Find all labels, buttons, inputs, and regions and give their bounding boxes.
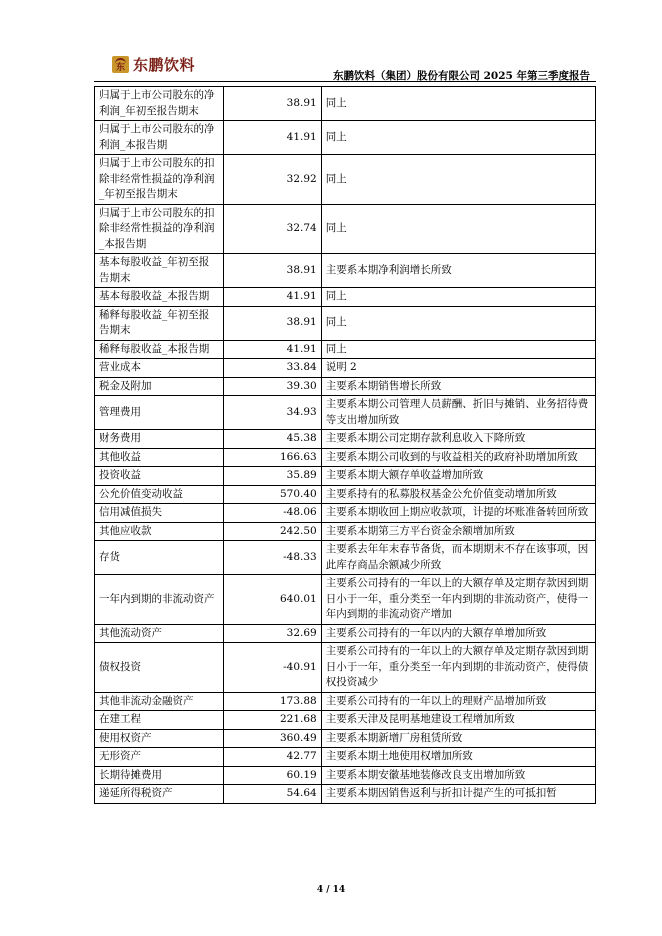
row-reason: 主要系本期公司收到的与收益相关的政府补助增加所致 bbox=[321, 448, 595, 467]
row-reason: 同上 bbox=[321, 87, 595, 121]
row-change-percent: 173.88 bbox=[223, 692, 321, 711]
row-item-name: 无形资产 bbox=[95, 748, 224, 767]
row-item-name: 稀释每股收益_年初至报告期末 bbox=[95, 306, 224, 340]
page-header bbox=[94, 44, 596, 84]
table-row bbox=[95, 467, 596, 486]
table-row bbox=[95, 359, 596, 378]
row-reason: 主要系公司持有的一年以内的大额存单增加所致 bbox=[321, 624, 595, 643]
table-row bbox=[95, 504, 596, 523]
row-change-percent: 41.91 bbox=[223, 340, 321, 359]
table-row bbox=[95, 87, 596, 121]
row-item-name: 其他非流动金融资产 bbox=[95, 692, 224, 711]
row-reason: 同上 bbox=[321, 306, 595, 340]
row-change-percent: 34.93 bbox=[223, 396, 321, 430]
table-row bbox=[95, 430, 596, 449]
company-logo bbox=[112, 54, 195, 74]
row-item-name: 基本每股收益_年初至报告期末 bbox=[95, 254, 224, 288]
row-change-percent: 41.91 bbox=[223, 288, 321, 307]
table-row bbox=[95, 485, 596, 504]
row-reason: 主要系本期公司定期存款利息收入下降所致 bbox=[321, 430, 595, 449]
table-row bbox=[95, 448, 596, 467]
header-divider bbox=[94, 81, 596, 82]
row-item-name: 长期待摊费用 bbox=[95, 766, 224, 785]
table-row bbox=[95, 306, 596, 340]
table-body bbox=[95, 87, 596, 804]
row-change-percent: 32.74 bbox=[223, 204, 321, 254]
row-change-percent: 32.69 bbox=[223, 624, 321, 643]
table-row bbox=[95, 766, 596, 785]
row-item-name: 其他应收款 bbox=[95, 522, 224, 541]
row-reason: 主要系公司持有的一年以上的大额存单及定期存款因到期日小于一年，重分类至一年内到期的非流动资产，使得债权投资减少 bbox=[321, 643, 595, 693]
table-row bbox=[95, 692, 596, 711]
row-change-percent: 45.38 bbox=[223, 430, 321, 449]
row-reason: 同上 bbox=[321, 121, 595, 155]
report-title: 东鹏饮料（集团）股份有限公司 2025 年第三季度报告 bbox=[332, 70, 590, 82]
row-reason: 说明 2 bbox=[321, 359, 595, 378]
row-change-percent: -48.33 bbox=[223, 541, 321, 575]
row-change-percent: 32.92 bbox=[223, 155, 321, 205]
table-row bbox=[95, 340, 596, 359]
table-row bbox=[95, 377, 596, 396]
row-change-percent: -48.06 bbox=[223, 504, 321, 523]
row-item-name: 存货 bbox=[95, 541, 224, 575]
row-item-name: 其他收益 bbox=[95, 448, 224, 467]
row-change-percent: 38.91 bbox=[223, 254, 321, 288]
row-reason: 主要系本期公司管理人员薪酬、折旧与摊销、业务招待费等支出增加所致 bbox=[321, 396, 595, 430]
row-change-percent: -40.91 bbox=[223, 643, 321, 693]
table-row bbox=[95, 748, 596, 767]
row-change-percent: 42.77 bbox=[223, 748, 321, 767]
row-reason: 主要系本期大额存单收益增加所致 bbox=[321, 467, 595, 486]
table-row bbox=[95, 729, 596, 748]
row-reason: 主要系公司持有的一年以上的大额存单及定期存款因到期日小于一年，重分类至一年内到期的非流动资产，使得一年内到期的非流动资产增加 bbox=[321, 575, 595, 625]
row-change-percent: 54.64 bbox=[223, 785, 321, 804]
row-change-percent: 360.49 bbox=[223, 729, 321, 748]
table-row bbox=[95, 396, 596, 430]
table-row bbox=[95, 288, 596, 307]
row-change-percent: 166.63 bbox=[223, 448, 321, 467]
row-item-name: 递延所得税资产 bbox=[95, 785, 224, 804]
page-number: 4 / 14 bbox=[316, 885, 346, 895]
row-change-percent: 39.30 bbox=[223, 377, 321, 396]
logo-mark-char: 东 bbox=[115, 62, 125, 73]
row-reason: 主要系持有的私募股权基金公允价值变动增加所致 bbox=[321, 485, 595, 504]
row-change-percent: 570.40 bbox=[223, 485, 321, 504]
row-item-name: 其他流动资产 bbox=[95, 624, 224, 643]
table-row bbox=[95, 522, 596, 541]
row-reason: 主要系本期新增厂房租赁所致 bbox=[321, 729, 595, 748]
row-item-name: 营业成本 bbox=[95, 359, 224, 378]
row-item-name: 税金及附加 bbox=[95, 377, 224, 396]
row-item-name: 归属于上市公司股东的扣除非经常性损益的净利润_本报告期 bbox=[95, 204, 224, 254]
row-item-name: 债权投资 bbox=[95, 643, 224, 693]
row-item-name: 投资收益 bbox=[95, 467, 224, 486]
row-reason: 主要系本期因销售返利与折扣计提产生的可抵扣暂 bbox=[321, 785, 595, 804]
row-reason: 主要系公司持有的一年以上的理财产品增加所致 bbox=[321, 692, 595, 711]
row-change-percent: 221.68 bbox=[223, 711, 321, 730]
table-row bbox=[95, 254, 596, 288]
table-row bbox=[95, 204, 596, 254]
row-reason: 主要系去年年末春节备货，而本期期末不存在该事项，因此库存商品余额减少所致 bbox=[321, 541, 595, 575]
row-item-name: 稀释每股收益_本报告期 bbox=[95, 340, 224, 359]
row-item-name: 归属于上市公司股东的扣除非经常性损益的净利润_年初至报告期末 bbox=[95, 155, 224, 205]
table-row bbox=[95, 643, 596, 693]
table-row bbox=[95, 711, 596, 730]
change-explanation-table bbox=[94, 86, 596, 804]
table-row bbox=[95, 155, 596, 205]
table-row bbox=[95, 575, 596, 625]
row-item-name: 信用减值损失 bbox=[95, 504, 224, 523]
row-change-percent: 242.50 bbox=[223, 522, 321, 541]
row-change-percent: 41.91 bbox=[223, 121, 321, 155]
row-reason: 主要系本期净利润增长所致 bbox=[321, 254, 595, 288]
table-row bbox=[95, 624, 596, 643]
crown-icon bbox=[112, 56, 129, 73]
row-reason: 同上 bbox=[321, 288, 595, 307]
row-reason: 主要系本期第三方平台资金余额增加所致 bbox=[321, 522, 595, 541]
row-item-name: 一年内到期的非流动资产 bbox=[95, 575, 224, 625]
row-change-percent: 38.91 bbox=[223, 87, 321, 121]
row-reason: 主要系天津及昆明基地建设工程增加所致 bbox=[321, 711, 595, 730]
table-row bbox=[95, 785, 596, 804]
row-change-percent: 38.91 bbox=[223, 306, 321, 340]
row-change-percent: 33.84 bbox=[223, 359, 321, 378]
row-reason: 同上 bbox=[321, 155, 595, 205]
table-row bbox=[95, 121, 596, 155]
row-change-percent: 35.89 bbox=[223, 467, 321, 486]
logo-text: 东鹏饮料 bbox=[133, 55, 196, 74]
row-change-percent: 640.01 bbox=[223, 575, 321, 625]
row-reason: 同上 bbox=[321, 204, 595, 254]
row-item-name: 公允价值变动收益 bbox=[95, 485, 224, 504]
row-change-percent: 60.19 bbox=[223, 766, 321, 785]
row-item-name: 使用权资产 bbox=[95, 729, 224, 748]
row-reason: 主要系本期销售增长所致 bbox=[321, 377, 595, 396]
row-item-name: 基本每股收益_本报告期 bbox=[95, 288, 224, 307]
row-item-name: 归属于上市公司股东的净利润_年初至报告期末 bbox=[95, 87, 224, 121]
row-reason: 主要系本期安徽基地装修改良支出增加所致 bbox=[321, 766, 595, 785]
row-reason: 主要系本期土地使用权增加所致 bbox=[321, 748, 595, 767]
row-item-name: 财务费用 bbox=[95, 430, 224, 449]
table-row bbox=[95, 541, 596, 575]
row-item-name: 归属于上市公司股东的净利润_本报告期 bbox=[95, 121, 224, 155]
row-item-name: 管理费用 bbox=[95, 396, 224, 430]
row-reason: 同上 bbox=[321, 340, 595, 359]
row-item-name: 在建工程 bbox=[95, 711, 224, 730]
row-reason: 主要系本期收回上期应收款项，计提的坏账准备转回所致 bbox=[321, 504, 595, 523]
